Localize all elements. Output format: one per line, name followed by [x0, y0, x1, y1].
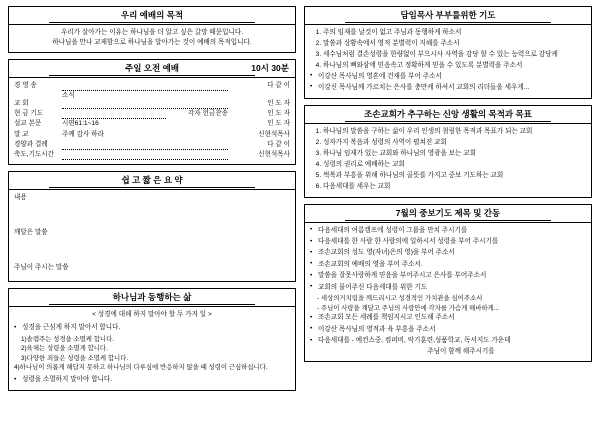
- worship-purpose-line-1: 우리가 살아가는 이유는 하나님을 더 알고 싶은 갈망 때문입니다.: [60, 29, 244, 36]
- order-row-detail: 시편61:1~16: [62, 120, 99, 128]
- july-prayer-item: • 다음세대를 한 사람 한 사람의에 일하시서 성령을 부어 주시기를: [310, 237, 586, 247]
- worship-order-time: 10시 30분: [251, 62, 289, 73]
- left-column: [8, 6, 296, 418]
- order-row: [14, 119, 290, 129]
- july-prayer-closing: 주님이 함께 해주시기를: [427, 348, 495, 356]
- walking-item: • 성경을 근심게 하지 말아서 합니다.: [14, 323, 290, 333]
- worship-purpose-line-2: 하나님을 만나 교제함으로 하나님을 알아가는 것이 예배의 목적입니다.: [52, 38, 252, 46]
- order-row-leader: 신현석목사: [258, 151, 290, 159]
- church-vision-item: 6. 다음세대를 세우는 교회: [323, 182, 586, 192]
- order-row-label: 경 영 송: [14, 81, 37, 89]
- order-row: [14, 109, 290, 119]
- order-row-leader: 인 도 자: [267, 100, 290, 107]
- church-vision-item: 5. 썩복과 부흥을 위해 하나님의 골뜻를 가지고 중보 기도하는 교회: [323, 171, 586, 181]
- july-prayer-title: 7월의 중보기도 제목 및 간동: [304, 204, 592, 223]
- pastor-prayer-item: • 이강신 목사님께 가르치는 은사를 충만케 하셔서 교회의 리더들을 세우게...: [310, 83, 586, 93]
- order-row-label: 말 교: [14, 130, 29, 138]
- church-vision-item: 4. 성령의 권리로 예배하는 교회: [323, 160, 586, 170]
- walking-sub-2: 2)육체는 성령을 소멸게 합니다.: [21, 345, 108, 353]
- order-row: [14, 81, 290, 91]
- church-vision-body: [304, 124, 592, 197]
- july-prayer-item: • 조손교회의 예배의 영을 부어 주소서.: [310, 260, 586, 270]
- order-row: [14, 130, 290, 140]
- pastor-prayer-item: 1. 주의 임재를 날것이 없고 주님과 동행하게 하소서: [323, 28, 586, 38]
- church-vision-title: 조손교회가 추구하는 신앙 생활의 목적과 목표: [304, 105, 592, 124]
- july-prayer-item: • 다음세대의 여름캠프에 성령이 그룹을 만치 주시기를: [310, 226, 586, 236]
- church-vision-item: 1. 하나님의 말씀을 구하는 삶이 우리 인생의 첨림한 목적과 목표가 되는 교회: [323, 127, 586, 137]
- july-prayer-section: [304, 204, 592, 363]
- order-row-leader: 인 도 자: [267, 120, 290, 128]
- walking-sub-1: 1)솔렘주는 성경을 소멸케 합니다.: [21, 335, 115, 343]
- worship-order-title: 주일 오전 예배: [125, 62, 179, 73]
- order-row-leader: 인 도 자: [267, 110, 290, 118]
- church-vision-list: [310, 127, 586, 191]
- walking-with-god-section: [8, 288, 296, 391]
- walking-list: [14, 323, 290, 333]
- july-prayer-list-2: [310, 313, 586, 346]
- pastor-prayer-extra-list: [310, 72, 586, 93]
- july-prayer-sub-1: - 세상의거치림을 깨드리시고 성경적인 가치관을 심어주소서: [317, 295, 483, 303]
- order-row: [14, 91, 290, 109]
- order-row-label: 경양과 결례: [14, 140, 48, 148]
- order-row-detail: 주께 감사 하라: [62, 130, 104, 138]
- walking-item: • 성령을 소멸하지 말아야 합니다.: [14, 375, 290, 385]
- pastor-prayer-item: • 이강산 목사님의 영혼에 건재를 부어 주소서: [310, 72, 586, 82]
- july-prayer-body: [304, 223, 592, 363]
- sermon-field-content: 내용: [14, 194, 27, 202]
- pastor-prayer-list: [310, 28, 586, 71]
- worship-purpose-section: [8, 6, 296, 53]
- church-vision-item: 3. 하나님 임재가 있는 교회와 하나님의 영광을 보는 교회: [323, 149, 586, 159]
- worship-order-header: [8, 59, 296, 78]
- two-column-layout: [8, 6, 592, 418]
- walking-list-2: [14, 375, 290, 385]
- order-row-leader: 다 같 이: [267, 81, 290, 89]
- order-row-detail: 소식: [62, 92, 75, 99]
- pastor-prayer-item: 3. 세수님처럼 결손성령을 한량없이 부으시사 사역을 감당 할 수 있는 능력으로 감당케: [323, 50, 586, 60]
- worship-purpose-title: 우리 예배의 목적: [8, 6, 296, 25]
- church-vision-section: [304, 105, 592, 197]
- pastor-prayer-section: [304, 6, 592, 99]
- july-prayer-sub-2: - 주님이 사랑을 계달고 주님의 사랑안에 각자를 가슴게 해바하게...: [317, 304, 500, 312]
- order-row-detail: 각자 헌금찬송: [187, 110, 228, 118]
- july-prayer-item: • 이강산 목사님의 영적과 육 부흥을 주소서: [310, 325, 586, 335]
- sermon-summary-section: [8, 171, 296, 282]
- right-column: [304, 6, 592, 418]
- walking-subtitle: < 성경에 대해 하지 말아야 할 두 가지 일 >: [92, 311, 212, 319]
- order-row-leader: 다 같 이: [267, 140, 290, 148]
- pastor-prayer-item: 2. 말씀과 상황속에서 영적 분별력이 지혜를 주소서: [323, 39, 586, 49]
- walking-sub-4: 4)하나님이 의롭게 해답지 못하고 하나님의 다루심에 반응하지 않을 때 성령이 근심하십니다.: [14, 364, 268, 372]
- pastor-prayer-item: 4. 하나님의 뼈와삼에 믿음속고 정확하게 믿을 수 있도록 분별력을 주소서: [323, 61, 586, 71]
- pastor-prayer-body: [304, 25, 592, 99]
- worship-purpose-body: [8, 25, 296, 53]
- walking-sub-3: 3)다양한 죄들은 성령을 소멸케 합니다.: [21, 354, 129, 362]
- walking-with-god-body: [8, 307, 296, 391]
- order-row-label: 설교 본문: [14, 120, 42, 128]
- order-row-label: 교 회: [14, 100, 29, 107]
- july-prayer-item: • 조손교회 모든 세례를 책임지시고 인도해 주소서: [310, 313, 586, 323]
- worship-order-body: [8, 78, 296, 166]
- walking-with-god-title: 하나님과 동행하는 삶: [8, 288, 296, 307]
- order-row-label: 현 금 기도: [14, 110, 44, 118]
- sermon-summary-title: 쉽 고 짧 은 요 약: [8, 171, 296, 190]
- order-row: [14, 140, 290, 150]
- july-prayer-list: [310, 226, 586, 293]
- worship-order-section: [8, 59, 296, 166]
- july-prayer-item: • 말씀을 잘못사랑하게 믿음을 부어주시고 은사를 부어주소서: [310, 271, 586, 281]
- order-row-leader: 신현석목사: [258, 130, 290, 138]
- july-prayer-item: • 다음세대를 - 예컨스중, 컴퍼비, 악기훈련,성품학교, 독서지도 가운데: [310, 336, 586, 346]
- sermon-summary-body: [8, 190, 296, 282]
- pastor-prayer-title: 담임목사 부부를위한 기도: [304, 6, 592, 25]
- order-row: [14, 150, 290, 160]
- july-prayer-item: • 조손교회의 성도 영(자녀)은의 영)을 부어 주소서: [310, 248, 586, 258]
- order-row-label: 축도,기도시간: [14, 151, 55, 159]
- church-vision-item: 2. 성자가지 복음과 성령의 사역이 펼쳐진 교회: [323, 138, 586, 148]
- sermon-field-word: 주님이 주시는 말씀: [14, 264, 69, 272]
- july-prayer-item: • 교회의 물어주신 다음세대를 위한 기도: [310, 283, 586, 293]
- sermon-field-insight: 깨달은 말씀: [14, 229, 48, 237]
